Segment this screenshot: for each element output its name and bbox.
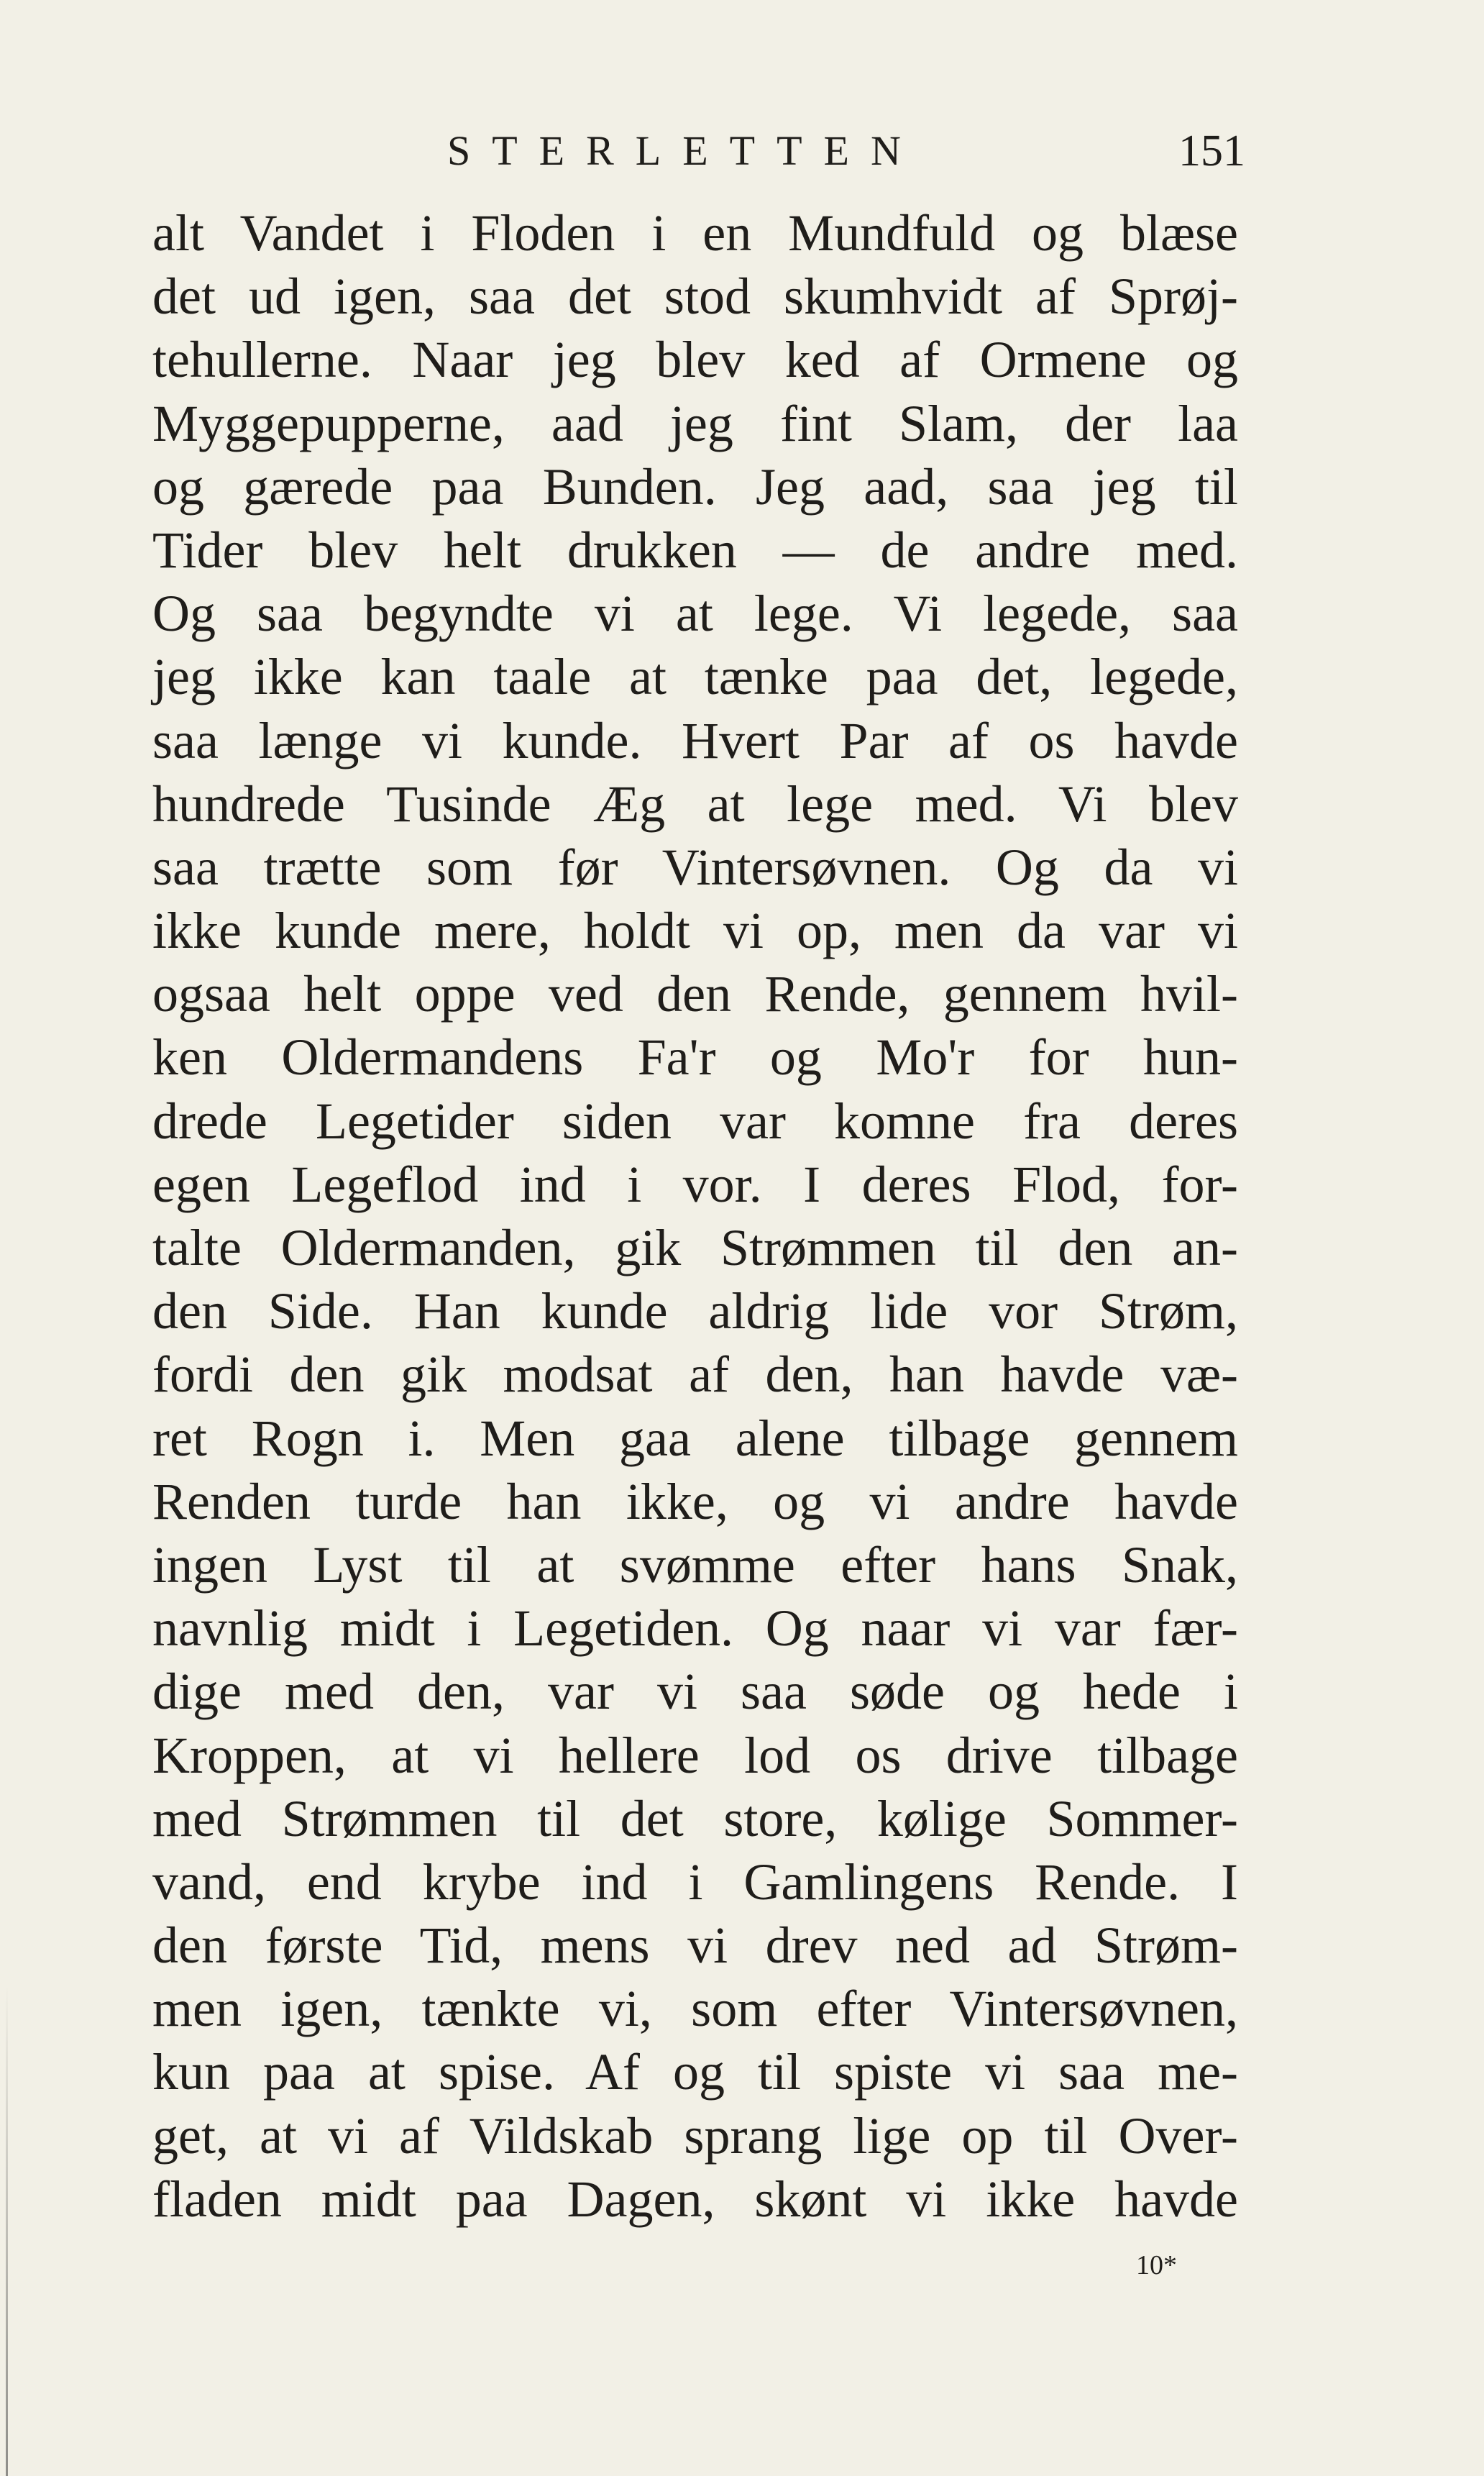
text-line: ingen Lyst til at svømme efter hans Snak, [152, 1535, 1238, 1594]
text-line: egen Legeflod ind i vor. I deres Flod, for- [152, 1155, 1238, 1213]
text-line: Renden turde han ikke, og vi andre havde [152, 1472, 1238, 1530]
text-line: get, at vi af Vildskab sprang lige op til Over- [152, 2106, 1238, 2165]
text-line: den Side. Han kunde aldrig lide vor Strøm, [152, 1282, 1238, 1340]
text-line: men igen, tænkte vi, som efter Vintersøvnen, [152, 1980, 1238, 2038]
text-line: drede Legetider siden var komne fra deres [152, 1092, 1238, 1150]
text-line: Tider blev helt drukken — de andre med. [152, 521, 1238, 579]
text-line: det ud igen, saa det stod skumhvidt af Sprøj- [152, 268, 1238, 326]
text-line: kun paa at spise. Af og til spiste vi saa me- [152, 2043, 1238, 2101]
text-line: dige med den, var vi saa søde og hede i [152, 1663, 1238, 1721]
text-line: ken Oldermandens Fa'r og Mo'r for hun- [152, 1028, 1238, 1087]
text-line: alt Vandet i Floden i en Mundfuld og blæse [152, 204, 1238, 262]
text-line: saa trætte som før Vintersøvnen. Og da vi [152, 838, 1238, 896]
text-line: saa længe vi kunde. Hvert Par af os havde [152, 711, 1238, 769]
text-line: ikke kunde mere, holdt vi op, men da var vi [152, 902, 1238, 960]
running-head [152, 119, 1245, 183]
text-line: Myggepupperne, aad jeg fint Slam, der laa [152, 394, 1238, 452]
text-line: den første Tid, mens vi drev ned ad Strøm- [152, 1917, 1238, 1975]
text-line: navnlig midt i Legetiden. Og naar vi var fær- [152, 1599, 1238, 1658]
running-title: STERLETTEN [447, 127, 922, 174]
text-line: tehullerne. Naar jeg blev ked af Ormene og [152, 331, 1238, 389]
text-line: og gærede paa Bunden. Jeg aad, saa jeg til [152, 457, 1238, 516]
text-line: Kroppen, at vi hellere lod os drive tilbage [152, 1726, 1238, 1784]
text-line: talte Oldermanden, gik Strømmen til den an- [152, 1219, 1238, 1276]
text-line: fladen midt paa Dagen, skønt vi ikke havde [152, 2170, 1238, 2228]
text-line: ogsaa helt oppe ved den Rende, gennem hvil- [152, 965, 1238, 1023]
text-line: hundrede Tusinde Æg at lege med. Vi blev [152, 775, 1238, 833]
text-line: vand, end krybe ind i Gamlingens Rende. I [152, 1853, 1238, 1911]
text-line: ret Rogn i. Men gaa alene tilbage gennem [152, 1409, 1238, 1467]
scan-edge-shadow [6, 1985, 8, 2476]
text-line: fordi den gik modsat af den, han havde væ- [152, 1346, 1238, 1404]
page-number: 151 [1178, 127, 1245, 175]
body-text [152, 201, 1238, 2231]
signature-mark: 10* [1136, 2250, 1177, 2280]
text-line: med Strømmen til det store, kølige Sommer- [152, 1789, 1238, 1847]
text-line: Og saa begyndte vi at lege. Vi legede, saa [152, 585, 1238, 643]
text-line: jeg ikke kan taale at tænke paa det, legede, [152, 648, 1238, 706]
